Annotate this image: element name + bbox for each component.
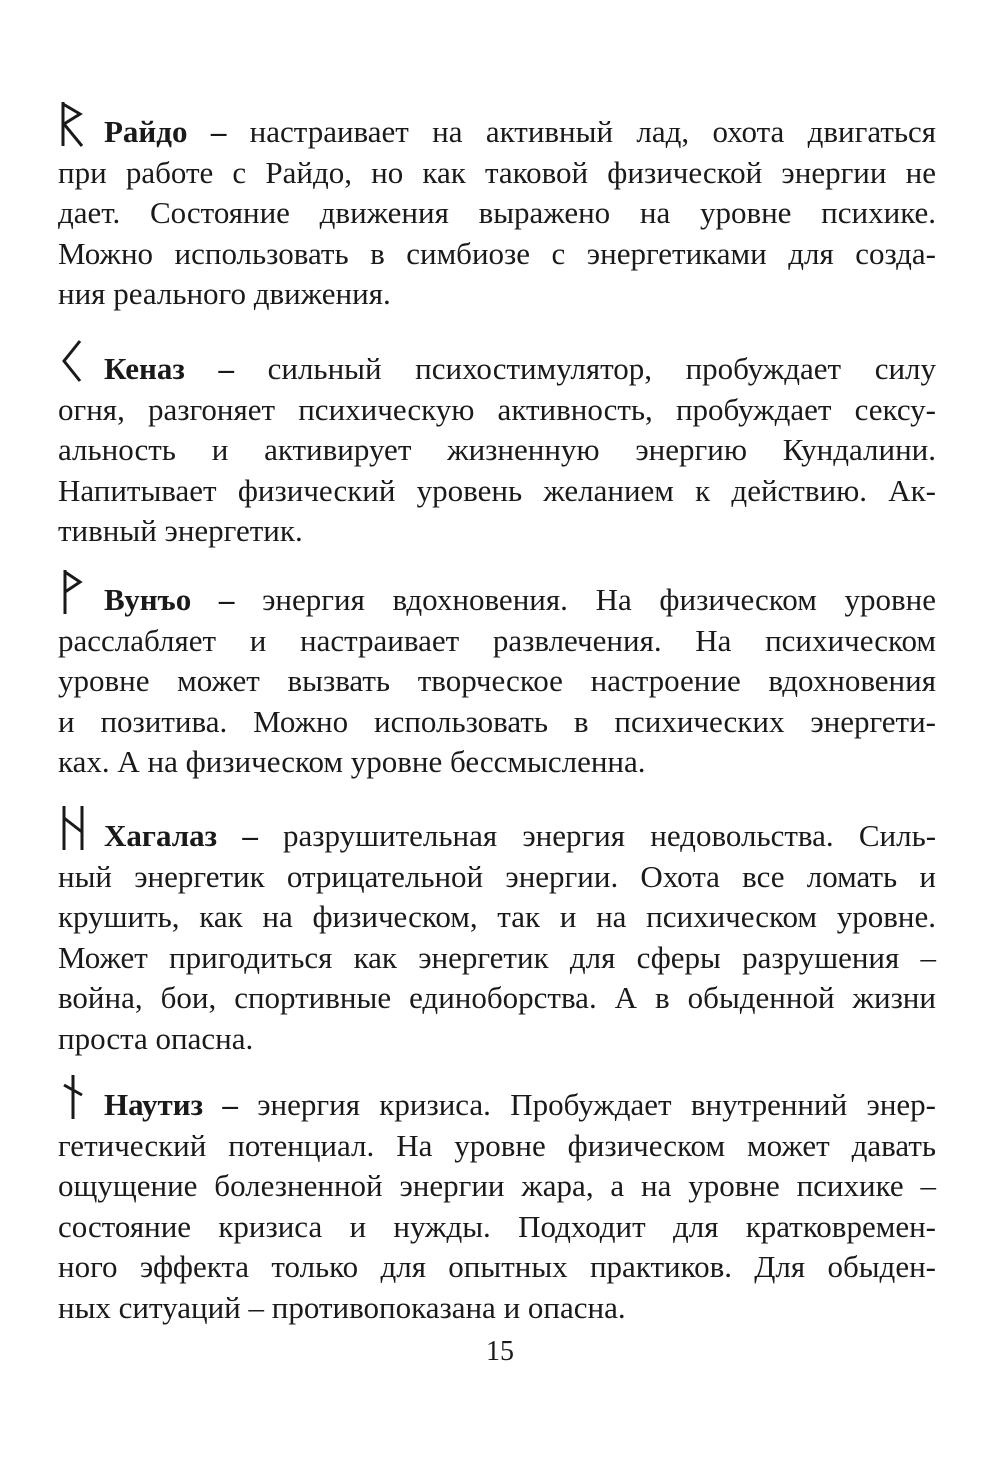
entry-line: гетический потенциал. На уровне физическом может давать (58, 1127, 936, 1163)
entry-line: и позитива. Можно использовать в психических энергети- (58, 703, 936, 739)
entry-line: крушить, как на физическом, так и на психическом уровне. (58, 899, 936, 934)
nauthiz-rune-icon (58, 1073, 92, 1121)
entry-first-line (58, 331, 936, 390)
entry-dash: – (222, 1087, 238, 1122)
entry-first-line (58, 798, 936, 857)
entry-line: тивный энергетик. (58, 513, 303, 548)
entry-line: расслабляет и настраивает развлечения. На психическом (58, 622, 936, 658)
kenaz-rune-icon (58, 337, 92, 385)
entry-line: при работе с Райдо, но как таковой физической энергии не (58, 154, 936, 190)
entry-line: Может пригодиться как энергетик для сферы разрушения – (58, 939, 936, 975)
entry-line: ного эффекта только для опытных практиков. Для обыден- (58, 1249, 936, 1284)
entry-line: ках. А на физическом уровне бессмысленна. (58, 744, 646, 779)
entry-dash: – (210, 114, 227, 149)
rune-entry-raido (58, 94, 936, 315)
entry-text: энергия вдохновения. На физическом уровне (262, 582, 937, 617)
entry-line: ный энергетик отрицательной энергии. Охота все ломать и (58, 858, 936, 894)
entry-first-line (58, 562, 936, 621)
entry-line: альность и активирует жизненную энергию Кундалини. (58, 432, 936, 467)
entry-text: разрушительная энергия недовольства. Силь- (283, 818, 937, 853)
entry-line: ния реального движения. (58, 276, 391, 311)
rune-entry-hagalaz (58, 798, 936, 1059)
entry-line: Можно использовать в симбиозе с энергетиками для созда- (58, 235, 936, 271)
rune-entry-kenaz (58, 331, 936, 552)
entry-line: проста опасна. (58, 1020, 254, 1056)
entry-term: Наутиз (104, 1087, 204, 1122)
entry-term: Хагалаз (104, 818, 218, 853)
entry-term: Кеназ (104, 351, 185, 386)
entry-line: огня, разгоняет психическую активность, пробуждает сексу- (58, 391, 936, 427)
entry-line: состояние кризиса и нужды. Подходит для кратковремен- (58, 1208, 936, 1244)
page-number: 15 (486, 1336, 514, 1367)
entry-first-line (58, 94, 936, 153)
entry-line: война, бои, спортивные единоборства. А в обыденной жизни (58, 980, 936, 1015)
entry-term: Вунъо (104, 582, 192, 617)
entry-dash: – (218, 582, 235, 617)
wunjo-rune-icon (58, 568, 92, 616)
entry-text: сильный психостимулятор, пробуждает силу (267, 351, 937, 386)
rune-entry-wunjo (58, 562, 936, 783)
raido-rune-icon (58, 100, 92, 148)
entry-line: ных ситуаций – противопоказана и опасна. (58, 1289, 626, 1325)
entry-text: настраивает на активный лад, охота двигаться (249, 114, 937, 149)
entry-line: уровне может вызвать творческое настроение вдохновения (58, 663, 936, 698)
entry-line: дает. Состояние движения выражено на уровне психике. (58, 195, 936, 230)
entry-first-line (58, 1067, 936, 1126)
entry-term: Райдо (104, 114, 188, 149)
hagalaz-rune-icon (58, 804, 92, 852)
entry-line: ощущение болезненной энергии жара, а на уровне психике – (58, 1168, 936, 1203)
entry-text: энергия кризиса. Пробуждает внутренний энер- (257, 1087, 936, 1122)
entry-dash: – (242, 818, 258, 853)
entry-line: Напитывает физический уровень желанием к действию. Ак- (58, 472, 936, 508)
entry-dash: – (218, 351, 234, 386)
rune-entry-nauthiz (58, 1067, 936, 1328)
